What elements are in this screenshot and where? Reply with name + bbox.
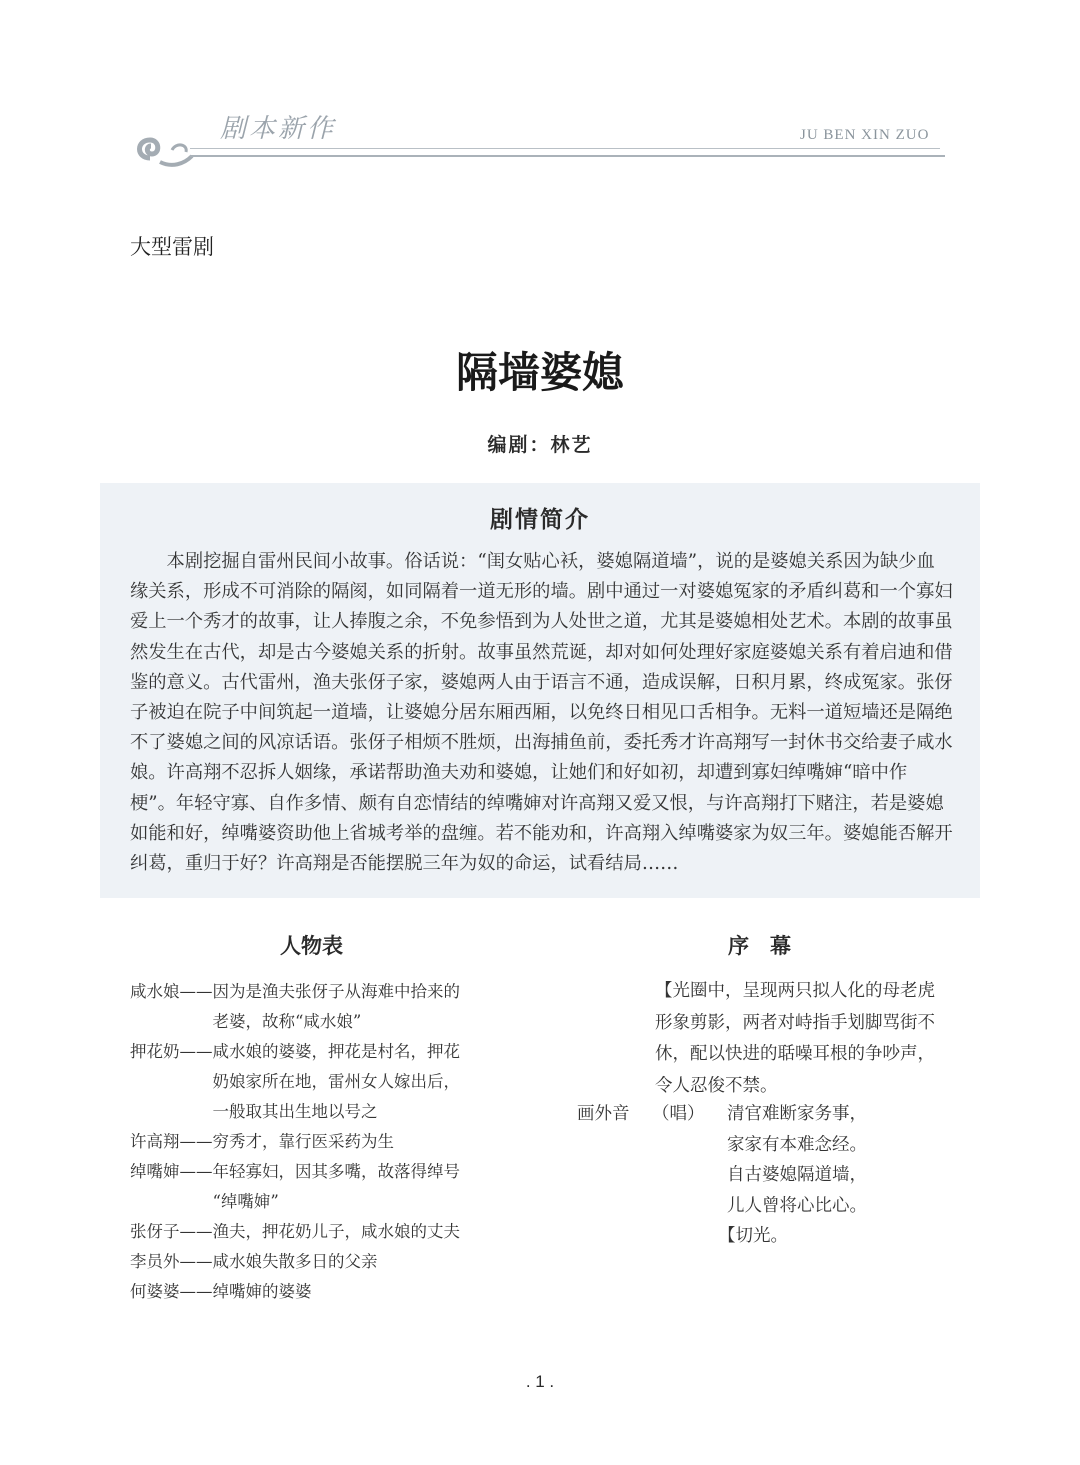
song-line: 自古婆媳隔道墙， [727, 1165, 867, 1185]
synopsis-line: 爱上一个秀才的故事，让人捧腹之余，不免参悟到为人处世之道，尤其是婆媳相处艺术。本剧的故事虽 [130, 611, 953, 633]
genre-label: 大型雷剧 [130, 235, 214, 259]
character-entry-line: “绰嘴婶” [130, 1192, 279, 1211]
prologue-heading: 序 幕 [728, 934, 791, 958]
character-entry-line: 何婆婆——绰嘴婶的婆婆 [130, 1282, 312, 1301]
author-line: 编剧：林艺 [487, 434, 593, 456]
character-entry-line: 李员外——咸水娘失散多日的父亲 [130, 1252, 378, 1271]
stage-direction-line: 休，配以快进的聒噪耳根的争吵声， [655, 1044, 935, 1064]
play-title: 隔墙婆媳 [455, 348, 624, 397]
character-entry-line: 老婆，故称“咸水娘” [130, 1012, 362, 1031]
synopsis-line: 娘。许高翔不忍拆人姻缘，承诺帮助渔夫劝和婆媳，让她们和好如初，却遭到寡妇绰嘴婶“暗中作 [130, 762, 908, 784]
character-entry-line: 押花奶——咸水娘的婆婆，押花是村名，押花 [130, 1042, 460, 1061]
synopsis-line: 缘关系，形成不可消除的隔阂，如同隔着一道无形的墙。剧中通过一对婆媳冤家的矛盾纠葛和一个寡妇 [130, 581, 953, 603]
stage-direction-line: 令人忍俊不禁。 [655, 1075, 778, 1096]
column-name-pinyin: JU BEN XIN ZUO [800, 127, 930, 143]
character-entry-line: 奶娘家所在地，雷州女人嫁出后， [130, 1072, 460, 1091]
character-entry-line: 绰嘴婶——年轻寡妇，因其多嘴，故落得绰号 [130, 1162, 460, 1181]
song-line: 儿人曾将心比心。 [727, 1195, 867, 1216]
character-entry-line: 许高翔——穷秀才，靠行医采药为生 [130, 1132, 394, 1151]
cloud-swirl-ornament-icon [132, 128, 202, 173]
synopsis-line: 梗”。年轻守寡、自作多情、颇有自恋情结的绰嘴婶对许高翔又爱又恨，与许高翔打下赌注，若是婆媳 [130, 792, 944, 814]
characters-heading: 人物表 [280, 934, 343, 958]
song-line: 家家有本难念经。 [727, 1134, 867, 1155]
stage-direction-line: 形象剪影，两者对峙指手划脚骂街不 [655, 1012, 935, 1033]
synopsis-line: 鉴的意义。古代雷州，渔夫张伢子家，婆媳两人由于语言不通，造成误解，日积月累，终成冤家。张伢 [130, 671, 953, 693]
character-entry-line: 一般取其出生地以号之 [130, 1102, 378, 1121]
synopsis-heading: 剧情简介 [490, 507, 590, 533]
character-entry-line: 张伢子——渔夫，押花奶儿子，咸水娘的丈夫 [130, 1222, 460, 1241]
song-line: 清官难断家务事， [727, 1104, 867, 1124]
synopsis-line: 如能和好，绰嘴婆资助他上省城考举的盘缠。若不能劝和，许高翔入绰嘴婆家为奴三年。婆媳能否解开 [130, 822, 953, 844]
stage-direction-end: 【切光。 [718, 1226, 788, 1246]
singing-mode: （唱） [652, 1104, 705, 1124]
page-number: . 1 . [525, 1372, 555, 1391]
synopsis-line: 本剧挖掘自雷州民间小故事。俗话说：“闺女贴心袄，婆媳隔道墙”，说的是婆媳关系因为缺少血 [130, 551, 935, 572]
stage-direction-line: 【光圈中，呈现两只拟人化的母老虎 [655, 981, 935, 1001]
synopsis-line: 不了婆媳之间的风凉话语。张伢子相烦不胜烦，出海捕鱼前，委托秀才许高翔写一封休书交给妻子咸水 [130, 732, 953, 754]
speaker: 画外音 [577, 1104, 630, 1124]
character-entry-line: 咸水娘——因为是渔夫张伢子从海难中拾来的 [130, 982, 460, 1001]
column-logo: 剧本新作 [220, 114, 337, 144]
synopsis-line: 纠葛，重归于好？许高翔是否能摆脱三年为奴的命运，试看结局…… [130, 853, 679, 874]
synopsis-box [100, 483, 980, 898]
synopsis-line: 然发生在古代，却是古今婆媳关系的折射。故事虽然荒诞，却对如何处理好家庭婆媳关系有着启迪和借 [130, 641, 953, 663]
synopsis-line: 子被迫在院子中间筑起一道墙，让婆媳分居东厢西厢，以免终日相见口舌相争。无料一道短墙还是隔绝 [130, 702, 953, 723]
header-rule [190, 155, 945, 157]
header-rule [190, 148, 940, 149]
